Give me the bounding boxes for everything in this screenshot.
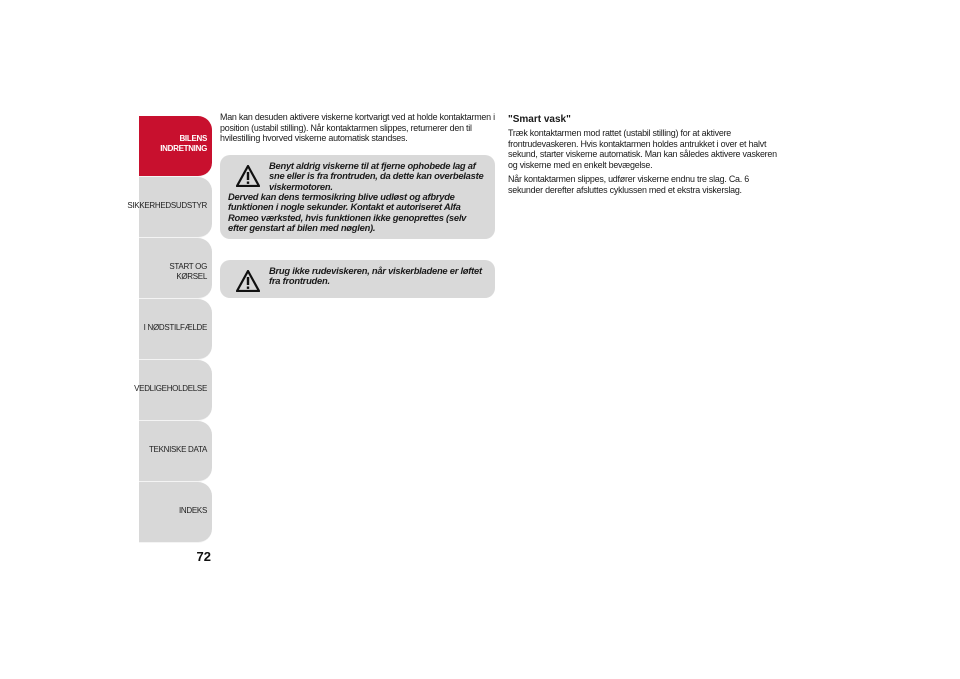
chapter-tabs [127,116,212,543]
tab-vedligeholdelse[interactable] [134,360,212,421]
tab-label: VEDLIGEHOLDELSE [134,384,207,393]
tab-label: BILENS [179,134,207,143]
tab-label: I NØDSTILFÆLDE [143,323,207,332]
tab-label: START OG KØRSEL [169,262,207,281]
warning-box [220,260,495,298]
tab-bilens-indretning[interactable] [139,116,212,177]
warning-triangle-icon [236,270,260,292]
tab-start-og-korsel[interactable] [139,238,212,299]
left-column [220,113,495,298]
tab-label: INDEKS [179,506,207,515]
warning-triangle-icon [236,165,260,187]
tab-i-nodstilfaelde[interactable] [139,299,212,360]
body-paragraph: Man kan desuden aktivere viskerne kortvarigt ved at holde kontaktarmen i position (ustabil stilling). Når kontaktarmen slippes, returnerer den til hvilestilling hvorved viskerne automatisk standses. [220,112,495,145]
tab-label: TEKNISKE DATA [148,445,207,454]
warning-box [220,155,495,239]
warning-text: Benyt aldrig viskerne til at fjerne ophobede lag af sne eller is fra frontruden, da dette kan overbelaste viskermotoren. [269,159,484,192]
warning-text: Brug ikke rudeviskeren, når viskerbladene er løftet fra frontruden. [269,264,482,287]
tab-sikkerhedsudstyr[interactable] [127,177,212,238]
page-number: 72 [196,549,211,564]
tab-label: SIKKERHEDSUDSTYR [127,201,207,210]
tab-label: INDRETNING [160,144,207,153]
section-heading: "Smart vask" [508,114,571,125]
body-paragraph: Når kontaktarmen slippes, udfører viskerne endnu tre slag. Ca. 6 sekunder derefter afsluttes cyklussen med et ekstra viskerslag. [508,174,750,196]
tab-tekniske-data[interactable] [139,421,212,482]
right-column [508,113,783,201]
warning-text: Derved kan dens termosikring blive udløst og afbryde funktionen i nogle sekunder. Kontakt et autoriseret Alfa Romeo værksted, hvis funktionen ikke genoprettes (selv efter genstart af bilen med nøglen). [228,191,467,234]
body-paragraph: Træk kontaktarmen mod rattet (ustabil stilling) for at aktivere frontrudevaskeren. Hvis kontaktarmen holdes antrukket i over et halvt sekund, starter viskerne automatisk. Man kan således aktivere vaskeren og viskerne med en enkelt bevægelse. [508,128,777,171]
tab-indeks[interactable] [139,482,212,543]
